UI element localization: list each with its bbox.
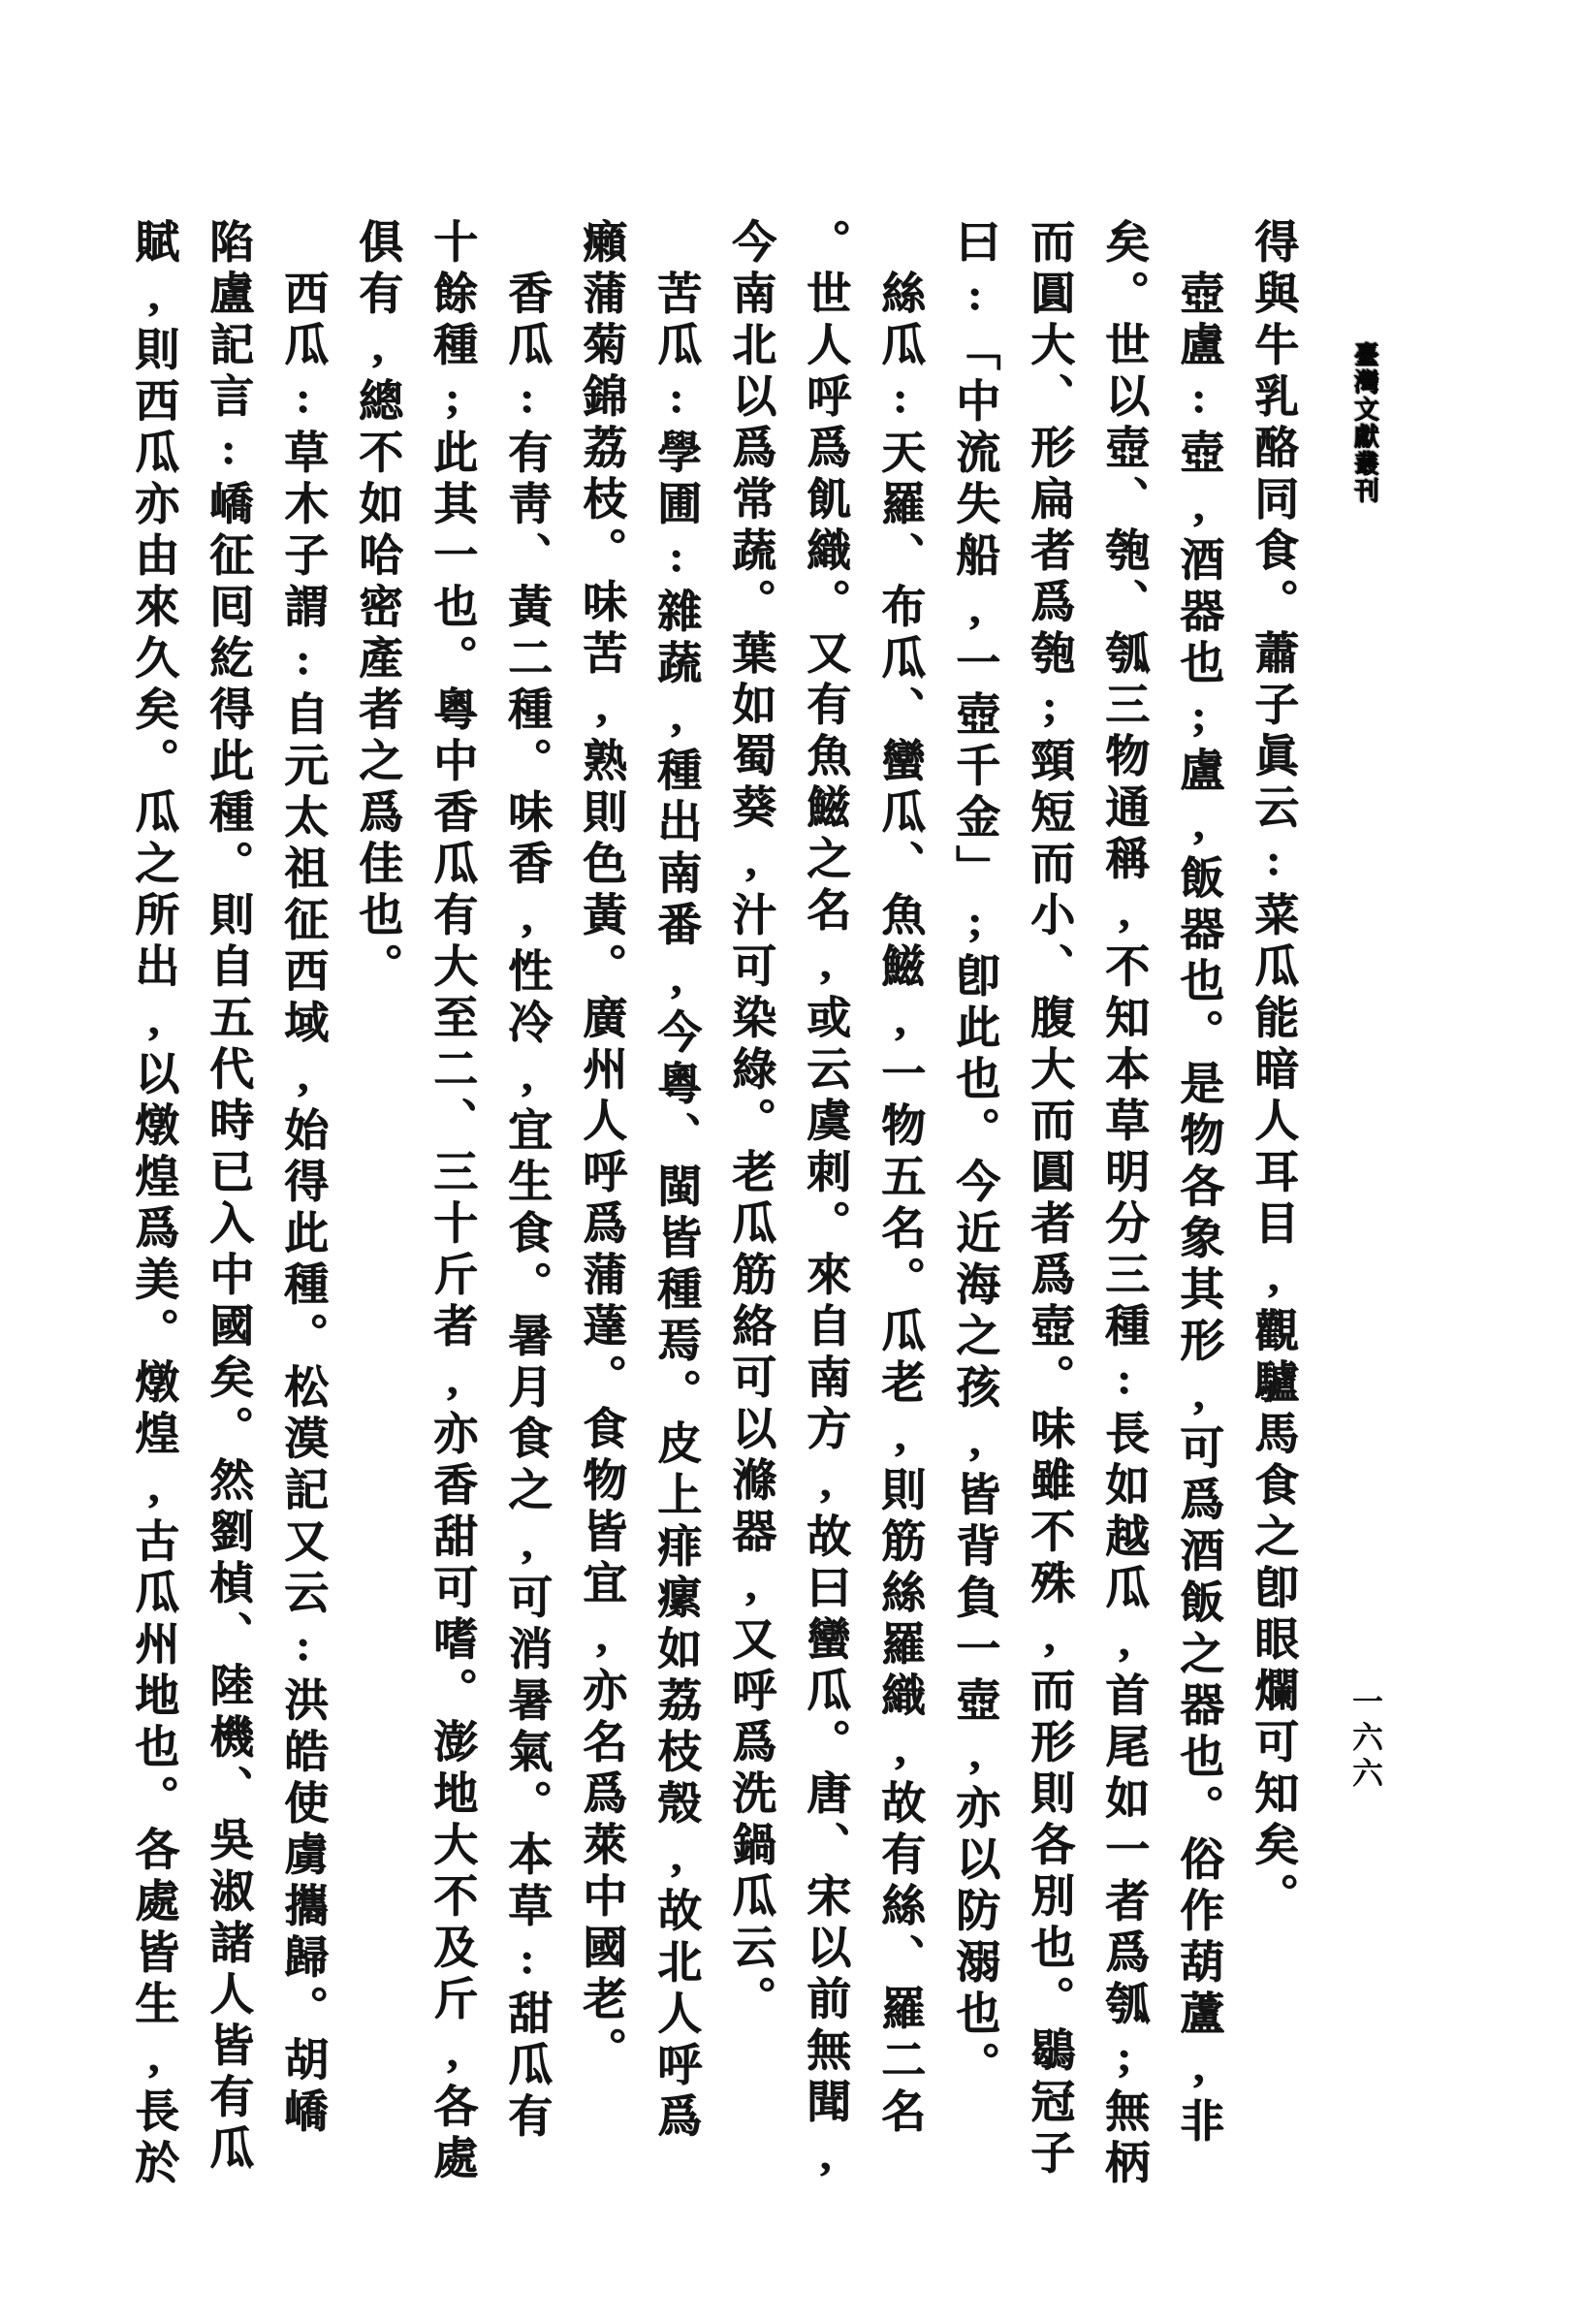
folio-page-number: 一六六	[1348, 1685, 1383, 1793]
text-column-16: 賦,則西瓜亦由來久矣。瓜之所出,以燉煌爲美。燉煌,古瓜州地也。各處皆生,長於	[129, 218, 178, 2190]
text-column-9: 苦瓜:學圃:雜蔬,種出南番,今粵、閩皆種焉。皮上痱瘰如荔枝殼,故北人呼爲	[651, 270, 701, 2144]
series-title: 臺灣文獻叢刊	[1350, 341, 1378, 504]
text-column-7: 。世人呼爲飢織。又有魚鰦之名,或云虞刺。來自南方,故曰蠻瓜。唐、宋以前無聞,	[801, 218, 850, 2185]
text-column-14: 西瓜:草木子謂:自元太祖征西域,始得此種。松漠記又云:洪皓使虜攜歸。胡嶠	[278, 270, 328, 2139]
text-column-11: 香瓜:有靑、黃二種。味香,性冷,宜生食。暑月食之,可消暑氣。本草:甜瓜有	[502, 270, 552, 2144]
main-text-block	[116, 218, 1311, 2190]
text-column-5: 曰:「中流失船,一壺千金」;卽此也。今近海之孩,皆背負一壺,亦以防溺也。	[950, 218, 999, 2092]
text-column-1: 得與牛乳酪同食。蕭子眞云:菜瓜能暗人耳目,觀驢馬食之卽眼爛可知矣。	[1249, 218, 1298, 1924]
text-column-13: 俱有,總不如哈密產者之爲佳也。	[353, 218, 402, 994]
text-column-4: 而圓大、形扁者爲匏;頸短而小、腹大而圓者爲壺。味雖不殊,而形則各別也。鶡冠子	[1025, 218, 1074, 2181]
text-column-12: 十餘種;此其一也。粵中香瓜有大至二、三十斤者,亦香甜可嗜。澎地大不及斤,各處	[427, 218, 477, 2185]
text-column-8: 今南北以爲常蔬。葉如蜀葵,汁可染綠。老瓜筋絡可以滌器,又呼爲洗鍋瓜云。	[726, 218, 775, 2026]
text-column-3: 矣。世以壺、匏、瓠三物通稱,不知本草明分三種:長如越瓜,首尾如一者爲瓠;無柄	[1099, 218, 1149, 2190]
text-column-6: 絲瓜:天羅、布瓜、蠻瓜、魚鰦,一物五名。瓜老,則筋絲羅織,故有絲、羅二名	[875, 270, 925, 2139]
text-column-10: 癩蒲菊錦荔枝。味苦,熟則色黃。廣州人呼爲蒲薘。食物皆宜,亦名爲萊中國老。	[577, 218, 626, 2078]
text-column-15: 陷盧記言:嶠征囘紇得此種。則自五代時已入中國矣。然劉楨、陸機、吳淑諸人皆有瓜	[204, 218, 253, 2176]
text-column-2: 壺盧:壺,酒器也;盧,飯器也。是物各象其形,可爲酒飯之器也。俗作葫蘆,非	[1174, 270, 1223, 2149]
